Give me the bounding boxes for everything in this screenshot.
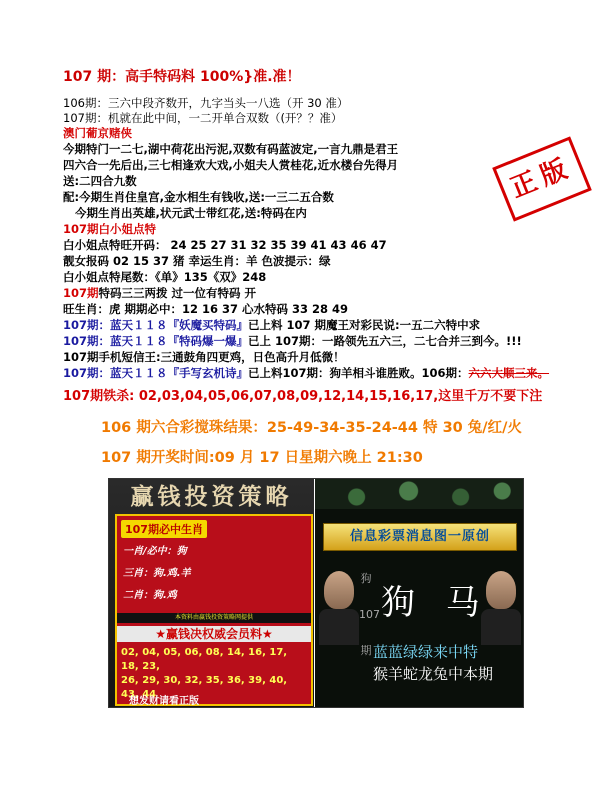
vertical-label <box>359 561 380 669</box>
red-panel <box>115 514 313 706</box>
right-promo-panel <box>315 479 523 707</box>
line-106: 106期：三六中段齐数开，九字当头一八选（开 30 准） <box>63 96 349 110</box>
phrase-line-1: 蓝蓝绿绿来中特 <box>373 643 479 661</box>
match-line-2: 今期生肖出英雄,状元武士带红花,送:特码在内 <box>75 206 307 220</box>
vertical-label-3: 期 <box>360 644 372 657</box>
line-107: 107期：机就在此中间，一二开单合双数（(开？？准） <box>63 111 343 125</box>
handwritten-line-2: 三肖：狗.鸡.羊 <box>123 568 191 579</box>
handwritten-line-1: 一肖/必中：狗 <box>123 546 187 557</box>
vertical-label-2: 107 <box>359 608 380 621</box>
blue2-link: 蓝天１１８『特码爆一爆』 <box>110 334 249 348</box>
blue3-prefix: 107期： <box>63 366 111 380</box>
result-line: 106 期六合彩搅珠结果：25-49-34-35-24-44 特 30 兔/红/火 <box>101 420 522 436</box>
draw-time-line: 107 期开奖时间:09 月 17 日星期六晚上 21:30 <box>101 450 423 466</box>
wang-line: 旺生肖：虎 期期必中：12 16 37 心水特码 33 28 49 <box>63 302 349 316</box>
send-line: 送:二四合九数 <box>63 174 137 188</box>
source-strip: 本资料由赢钱投资策略网提供 <box>117 613 311 623</box>
portrait-right-face <box>486 571 516 609</box>
blue2-text: 已上 107期：一路领先五六三，二七合并三到今。!!! <box>248 334 522 348</box>
genuine-stamp: 正版 <box>492 136 592 221</box>
blue-line-1 <box>63 318 480 333</box>
tree-decoration <box>315 479 523 509</box>
main-zodiac-text: 狗 马 <box>381 583 490 623</box>
match-line: 配:今期生肖住皇宫,金水相生有钱收,送:一三二五合数 <box>63 190 334 204</box>
blue1-text: 已上料 107 期魔王对彩民说:一五二六特中求 <box>248 318 481 332</box>
beauty-numbers: 靓女报码 02 15 37 猪 幸运生肖：羊 色波提示：绿 <box>63 254 331 268</box>
vip-banner: ★赢钱决权威会员料★ <box>117 626 311 642</box>
blue3-text: 已上料107期：狗羊相斗谁胜败。106期： <box>248 366 469 380</box>
phrase-line-2: 猴羊蛇龙兔中本期 <box>373 665 494 683</box>
blue3-link: 蓝天１１８『手写玄机诗』 <box>110 366 249 380</box>
blue1-link: 蓝天１１８『妖魔买特码』 <box>110 318 249 332</box>
suit-shape <box>319 609 359 645</box>
tail-numbers: 白小姐点特尾数：《单》135《双》248 <box>63 270 267 284</box>
special-line <box>63 286 256 301</box>
page-title: 107 期：高手特码料 100%}准.准！ <box>63 69 301 85</box>
handwritten-line-3: 二肖：狗.鸡 <box>123 590 177 601</box>
blue-line-3 <box>63 366 549 381</box>
miss-numbers: 白小姐点特旺开码： 24 25 27 31 32 35 39 41 43 46 47 <box>63 238 387 252</box>
gold-banner: 信息彩票消息图一原创 <box>323 523 517 551</box>
vertical-label-1: 狗 <box>360 572 372 585</box>
left-banner: 赢钱投资策略 <box>130 483 293 510</box>
macau-heading: 澳门葡京赌侠 <box>63 126 132 140</box>
poem-line-2: 四六合一先后出,三七相逢欢大戏,小姐夫人赏桂花,近水楼台先得月 <box>63 158 399 172</box>
number-row-2: 26, 29, 30, 32, 35, 36, 39, 40, 43, 44 <box>121 675 288 700</box>
sms-line: 107期手机短信王:三通鼓角四更鸡，日色高升月低微！ <box>63 350 345 364</box>
number-row-1: 02, 04, 05, 06, 08, 14, 16, 17, 18, 23, <box>121 647 288 672</box>
blue1-prefix: 107期： <box>63 318 111 332</box>
special-prefix: 107期 <box>63 286 99 300</box>
special-text: 特码三三两拨 过一位有特码 开 <box>98 286 257 300</box>
poem-line-1: 今期特门一二七,湖中荷花出污泥,双数有码蓝波定,一言九鼎是君王 <box>63 142 399 156</box>
zodiac-tag: 107期必中生肖 <box>121 520 207 538</box>
miss-heading: 107期白小姐点特 <box>63 222 157 236</box>
genuine-note: 想发财请看正版 <box>129 696 199 707</box>
blue3-strike: 六六大顺三来。 <box>468 366 550 380</box>
left-promo-panel <box>109 479 314 707</box>
kill-line: 107期铁杀: 02,03,04,05,06,07,08,09,12,14,15,16,17,这里千万不要下注 <box>63 389 543 404</box>
promo-image <box>108 478 524 708</box>
portrait-left-face <box>324 571 354 609</box>
blue-line-2 <box>63 334 522 349</box>
blue2-prefix: 107期： <box>63 334 111 348</box>
